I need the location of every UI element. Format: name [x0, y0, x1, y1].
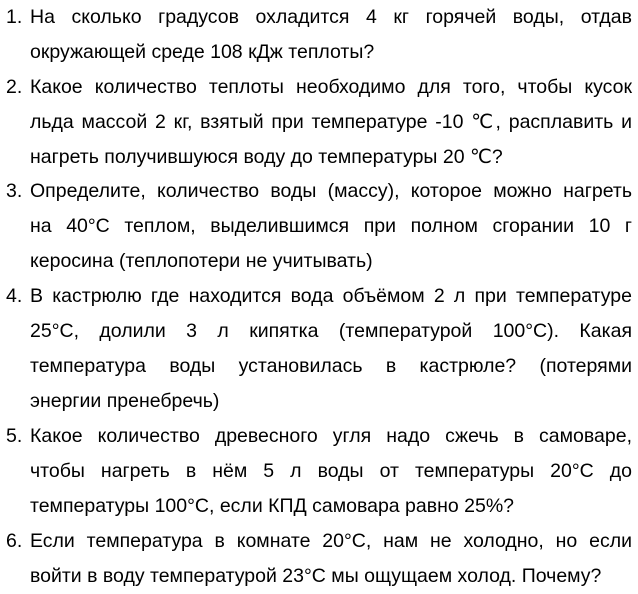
problem-number: 3.	[6, 180, 23, 202]
problem-line: Если температура в комнате 20°С, нам не холодно, но если	[30, 530, 632, 552]
problem-line: керосина (теплопотери не учитывать)	[30, 250, 373, 272]
problem-number: 6.	[6, 530, 23, 552]
problem-text	[30, 279, 632, 419]
problem-line: 25°С, долили 3 л кипятка (температурой 100°С). Какая	[30, 320, 632, 342]
problem-item	[0, 174, 632, 279]
problem-number: 1.	[6, 6, 23, 28]
problem-line: температура воды установилась в кастрюле? (потерями	[30, 355, 632, 377]
problem-line: льда массой 2 кг, взятый при температуре -10 ℃, расплавить и	[30, 111, 632, 133]
problem-number: 2.	[6, 76, 23, 98]
problem-item	[0, 279, 632, 419]
problem-line: окружающей среде 108 кДж теплоты?	[30, 41, 375, 63]
problem-item	[0, 0, 632, 70]
problem-line: Какое количество теплоты необходимо для того, чтобы кусок	[30, 76, 632, 98]
problem-line: энергии пренебречь)	[30, 390, 220, 412]
problem-number: 5.	[6, 425, 23, 447]
problem-line: Какое количество древесного угля надо сжечь в самоваре,	[30, 425, 632, 447]
problem-line: Определите, количество воды (массу), которое можно нагреть	[30, 180, 632, 202]
problem-item	[0, 524, 632, 594]
problem-line: температуры 100°С, если КПД самовара равно 25%?	[30, 495, 515, 517]
problem-line: На сколько градусов охладится 4 кг горячей воды, отдав	[30, 6, 632, 28]
problem-text	[30, 524, 632, 594]
problem-text	[30, 0, 632, 70]
problem-text	[30, 419, 632, 524]
problem-line: В кастрюлю где находится вода объёмом 2 л при температуре	[30, 285, 632, 307]
problem-text	[30, 174, 632, 279]
problem-line: на 40°С теплом, выделившимся при полном сгорании 10 г	[30, 215, 632, 237]
problem-item	[0, 70, 632, 175]
problem-text	[30, 70, 632, 175]
problem-item	[0, 419, 632, 524]
problem-line: чтобы нагреть в нём 5 л воды от температуры 20°С до	[30, 460, 632, 482]
problem-number: 4.	[6, 285, 23, 307]
problem-line: нагреть получившуюся воду до температуры 20 ℃?	[30, 146, 503, 168]
problem-line: войти в воду температурой 23°С мы ощущаем холод. Почему?	[30, 565, 602, 587]
